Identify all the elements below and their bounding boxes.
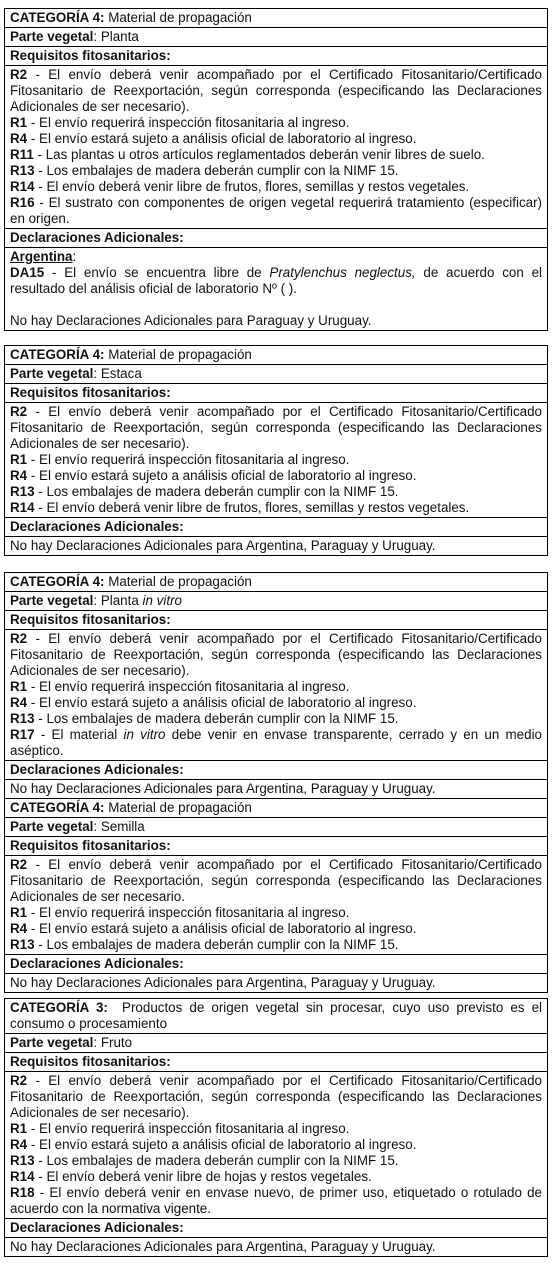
category-table-fruto — [4, 998, 548, 1257]
plant-part-row — [5, 1034, 547, 1053]
category-label: CATEGORÍA 3: — [10, 1000, 108, 1015]
additional-declarations-body — [5, 780, 547, 799]
requirement-code: R14 — [10, 179, 35, 194]
requirement-text: - El envío requerirá inspección fitosanitaria al ingreso. — [27, 1121, 350, 1136]
plant-part-value: Planta — [100, 593, 143, 608]
species-name: Pratylenchus neglectus, — [269, 265, 416, 280]
category-label: CATEGORÍA 4: — [10, 347, 105, 362]
requirement-text: - El sustrato con componentes de origen vegetal requerirá tratamiento (especificar) en origen. — [10, 195, 542, 226]
requirement-italic: in vitro — [123, 727, 166, 742]
plant-part-value: Planta — [100, 29, 139, 44]
requirement-code: R4 — [10, 131, 28, 146]
requirements-list — [5, 630, 547, 761]
category-table-semilla — [4, 798, 548, 993]
country-line — [10, 249, 542, 265]
requirements-title-row — [5, 384, 547, 403]
additional-declarations-body — [5, 537, 547, 556]
additional-declarations-title-row — [5, 1219, 547, 1238]
requirements-title: Requisitos fitosanitarios: — [10, 48, 171, 63]
requirements-list — [5, 403, 547, 518]
plant-part-italic: in vitro — [142, 593, 182, 608]
requirement-code: R14 — [10, 500, 35, 515]
requirement-code: R2 — [10, 404, 28, 419]
plant-part-label: Parte vegetal — [10, 29, 94, 44]
requirement-item — [10, 179, 542, 195]
declaration-text: - El envío se encuentra libre de — [44, 265, 270, 280]
additional-declarations-title-row — [5, 229, 547, 248]
requirement-item — [10, 500, 542, 516]
requirement-code: R14 — [10, 1169, 35, 1184]
plant-part-label: Parte vegetal — [10, 1035, 94, 1050]
requirement-item — [10, 937, 542, 953]
requirement-code: R13 — [10, 711, 35, 726]
no-declarations-note: No hay Declaraciones Adicionales para Argentina, Paraguay y Uruguay. — [10, 538, 436, 553]
requirement-text: - El envío deberá venir acompañado por el Certificado Fitosanitario/Certificado Fitosanitario de Reexportación, según corresponda (especificando las Declaraciones Adicionales de ser necesario). — [10, 1073, 542, 1120]
requirement-code: R4 — [10, 695, 28, 710]
requirement-text: - El envío deberá venir acompañado por el Certificado Fitosanitario/Certificado Fitosanitario de Reexportación, según corresponda (especificando las Declaraciones Adicionales de ser necesario). — [10, 404, 542, 451]
plant-part-row — [5, 28, 547, 47]
requirement-code: R11 — [10, 147, 34, 162]
requirement-code: R13 — [10, 163, 35, 178]
plant-part-label: Parte vegetal — [10, 366, 94, 381]
requirement-item — [10, 1121, 542, 1137]
category-row — [5, 9, 547, 28]
requirement-text: - El envío deberá venir acompañado por el Certificado Fitosanitario/Certificado Fitosanitario de Reexportación, según corresponda (especificando las Declaraciones Adicionales de ser necesario. — [10, 857, 542, 904]
additional-declarations-body — [5, 1238, 547, 1257]
requirement-item — [10, 857, 542, 905]
requirement-text: - El envío estará sujeto a análisis oficial de laboratorio al ingreso. — [27, 921, 417, 936]
requirement-code: R1 — [10, 679, 28, 694]
additional-declarations-body — [5, 974, 547, 993]
plant-part-sep: : — [93, 1035, 101, 1050]
requirements-title-row — [5, 837, 547, 856]
requirement-code: R13 — [10, 1153, 35, 1168]
requirement-code: R17 — [10, 727, 35, 742]
requirement-text: - El envío deberá venir libre de frutos, flores, semillas y restos vegetales. — [34, 179, 470, 194]
requirements-list — [5, 66, 547, 229]
declaration-text: de acuerdo con el resultado del análisis oficial de laboratorio Nº ( ). — [10, 265, 542, 296]
requirement-item — [10, 484, 542, 500]
requirement-text: - El envío deberá venir libre de frutos, flores, semillas y restos vegetales. — [34, 500, 470, 515]
requirement-text: - El envío estará sujeto a análisis oficial de laboratorio al ingreso. — [27, 695, 417, 710]
requirement-item — [10, 404, 542, 452]
category-row — [5, 799, 547, 818]
requirement-item — [10, 1137, 542, 1153]
requirements-title: Requisitos fitosanitarios: — [10, 838, 171, 853]
requirement-item — [10, 679, 542, 695]
requirement-item — [10, 1185, 542, 1217]
requirement-code: R2 — [10, 1073, 28, 1088]
requirement-text: - El envío deberá venir acompañado por el Certificado Fitosanitario/Certificado Fitosanitario de Reexportación, según corresponda (especificando las Declaraciones Adicionales de ser necesario). — [10, 67, 542, 114]
requirement-item — [10, 711, 542, 727]
requirement-code: R4 — [10, 468, 28, 483]
requirements-title-row — [5, 1053, 547, 1072]
category-text: Material de propagación — [104, 10, 252, 25]
requirement-text: - El envío requerirá inspección fitosanitaria al ingreso. — [27, 452, 350, 467]
plant-part-label: Parte vegetal — [10, 593, 94, 608]
requirement-item — [10, 147, 542, 163]
requirement-item — [10, 67, 542, 115]
requirements-list — [5, 856, 547, 955]
country-sep: : — [72, 249, 77, 264]
declaration-item — [10, 265, 542, 297]
requirement-text: - Los embalajes de madera deberán cumplir con la NIMF 15. — [34, 711, 399, 726]
category-row — [5, 346, 547, 365]
category-label: CATEGORÍA 4: — [10, 574, 105, 589]
requirement-text: - Los embalajes de madera deberán cumplir con la NIMF 15. — [34, 163, 399, 178]
requirement-text: - El envío requerirá inspección fitosanitaria al ingreso. — [27, 679, 350, 694]
category-text: Material de propagación — [104, 574, 252, 589]
additional-declarations-title: Declaraciones Adicionales: — [10, 1220, 184, 1235]
additional-declarations-title: Declaraciones Adicionales: — [10, 230, 184, 245]
requirement-code: R13 — [10, 484, 35, 499]
requirement-code: R1 — [10, 115, 28, 130]
category-table-estaca — [4, 345, 548, 556]
requirements-title: Requisitos fitosanitarios: — [10, 1054, 171, 1069]
plant-part-sep: : — [93, 366, 101, 381]
category-text: Productos de origen vegetal sin procesar, cuyo uso previsto es el consumo o procesamiento — [10, 1000, 546, 1031]
plant-part-value: Fruto — [100, 1035, 133, 1050]
plant-part-label: Parte vegetal — [10, 819, 94, 834]
plant-part-value: Semilla — [100, 819, 145, 834]
plant-part-row — [5, 818, 547, 837]
requirement-code: R4 — [10, 1137, 28, 1152]
additional-declarations-title-row — [5, 955, 547, 974]
plant-part-sep: : — [93, 29, 101, 44]
requirement-code: R1 — [10, 905, 28, 920]
plant-part-sep: : — [93, 819, 101, 834]
requirement-code: R1 — [10, 1121, 28, 1136]
requirement-item — [10, 115, 542, 131]
requirement-text: - Los embalajes de madera deberán cumplir con la NIMF 15. — [34, 484, 399, 499]
requirement-code: R18 — [10, 1185, 35, 1200]
requirement-code: R2 — [10, 631, 28, 646]
requirements-title-row — [5, 611, 547, 630]
requirement-text: - El envío estará sujeto a análisis oficial de laboratorio al ingreso. — [27, 468, 417, 483]
additional-declarations-title: Declaraciones Adicionales: — [10, 956, 184, 971]
requirement-text: - Los embalajes de madera deberán cumplir con la NIMF 15. — [34, 1153, 399, 1168]
requirements-title: Requisitos fitosanitarios: — [10, 385, 171, 400]
requirement-code: R13 — [10, 937, 35, 952]
plant-part-value: Estaca — [100, 366, 142, 381]
category-row — [5, 999, 547, 1034]
no-declarations-note: No hay Declaraciones Adicionales para Argentina, Paraguay y Uruguay. — [10, 1239, 436, 1254]
category-label: CATEGORÍA 4: — [10, 10, 105, 25]
category-label: CATEGORÍA 4: — [10, 800, 105, 815]
plant-part-sep: : — [93, 593, 101, 608]
plant-part-row — [5, 592, 547, 611]
country-name: Argentina — [10, 249, 73, 264]
requirement-item — [10, 195, 542, 227]
category-text: Material de propagación — [104, 347, 252, 362]
no-declarations-note: No hay Declaraciones Adicionales para Argentina, Paraguay y Uruguay. — [10, 781, 436, 796]
requirement-text: - El envío deberá venir en envase nuevo, de primer uso, etiquetado o rotulado de acuerdo con la normativa vigente. — [10, 1185, 542, 1216]
additional-declarations-title: Declaraciones Adicionales: — [10, 519, 184, 534]
requirement-item — [10, 921, 542, 937]
requirement-text: - El envío requerirá inspección fitosanitaria al ingreso. — [27, 115, 350, 130]
requirements-title: Requisitos fitosanitarios: — [10, 612, 171, 627]
additional-declarations-title: Declaraciones Adicionales: — [10, 762, 184, 777]
requirement-text: - Los embalajes de madera deberán cumplir con la NIMF 15. — [34, 937, 399, 952]
additional-declarations-title-row — [5, 518, 547, 537]
requirement-text: - Las plantas u otros artículos reglamentados deberán venir libres de suelo. — [33, 147, 485, 162]
requirement-item — [10, 905, 542, 921]
requirement-item — [10, 727, 542, 759]
requirement-item — [10, 695, 542, 711]
requirement-item — [10, 631, 542, 679]
requirement-item — [10, 131, 542, 147]
requirement-text: - El envío requerirá inspección fitosanitaria al ingreso. — [27, 905, 350, 920]
requirement-text: debe venir en envase transparente, cerrado y en un medio aséptico. — [10, 727, 542, 758]
no-declarations-note: No hay Declaraciones Adicionales para Paraguay y Uruguay. — [10, 313, 372, 328]
requirement-item — [10, 1169, 542, 1185]
requirement-item — [10, 163, 542, 179]
requirement-text: - El envío estará sujeto a análisis oficial de laboratorio al ingreso. — [27, 1137, 417, 1152]
plant-part-row — [5, 365, 547, 384]
requirement-text: - El envío estará sujeto a análisis oficial de laboratorio al ingreso. — [27, 131, 417, 146]
declaration-code: DA15 — [10, 265, 45, 280]
spacer — [10, 297, 542, 313]
additional-declarations-title-row — [5, 761, 547, 780]
category-table-planta-in-vitro — [4, 572, 548, 799]
requirement-code: R16 — [10, 195, 35, 210]
category-table-planta — [4, 8, 548, 331]
requirement-code: R2 — [10, 67, 28, 82]
requirements-title-row — [5, 47, 547, 66]
requirement-item — [10, 452, 542, 468]
requirement-code: R1 — [10, 452, 28, 467]
requirements-list — [5, 1072, 547, 1219]
requirement-text: - El envío deberá venir libre de hojas y restos vegetales. — [34, 1169, 372, 1184]
requirement-code: R2 — [10, 857, 28, 872]
category-text: Material de propagación — [104, 800, 252, 815]
additional-declarations-body — [5, 248, 547, 331]
requirement-item — [10, 1153, 542, 1169]
requirement-item — [10, 1073, 542, 1121]
requirement-text: - El envío deberá venir acompañado por el Certificado Fitosanitario/Certificado Fitosanitario de Reexportación, según corresponda (especificando las Declaraciones Adicionales de ser necesario). — [10, 631, 542, 678]
no-declarations-note: No hay Declaraciones Adicionales para Argentina, Paraguay y Uruguay. — [10, 975, 436, 990]
category-row — [5, 573, 547, 592]
requirement-item — [10, 468, 542, 484]
requirement-code: R4 — [10, 921, 28, 936]
requirement-text: - El material — [34, 727, 124, 742]
